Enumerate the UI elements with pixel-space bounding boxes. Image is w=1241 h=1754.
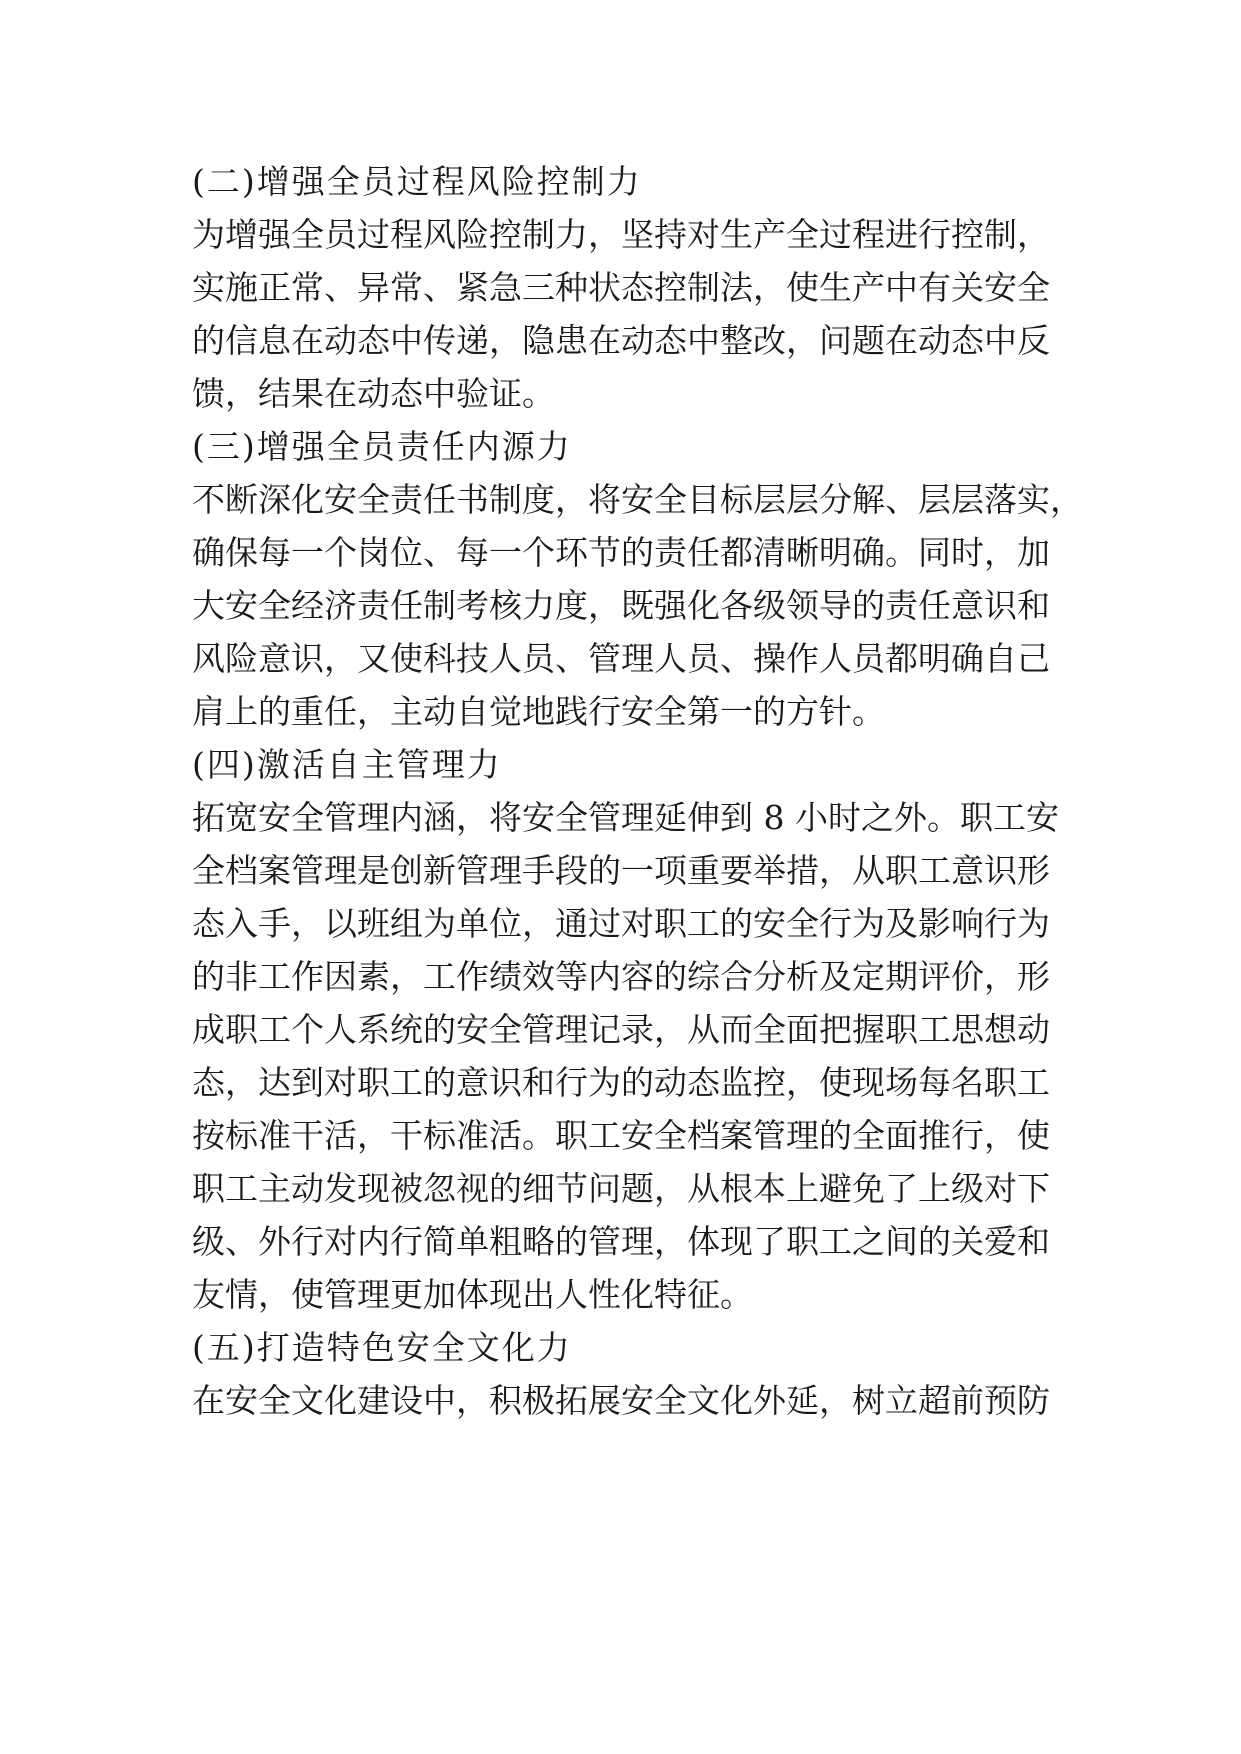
paragraph-line: 在安全文化建设中，积极拓展安全文化外延，树立超前预防 bbox=[192, 1381, 1050, 1420]
paragraph-line: 馈，结果在动态中验证。 bbox=[192, 374, 555, 413]
section-heading-2: (二)增强全员过程风险控制力 bbox=[192, 162, 642, 201]
paragraph-line: 态，达到对职工的意识和行为的动态监控，使现场每名职工 bbox=[192, 1063, 1050, 1102]
paragraph-line: 职工主动发现被忽视的细节问题，从根本上避免了上级对下 bbox=[192, 1169, 1050, 1208]
paragraph-line: 级、外行对内行简单粗略的管理，体现了职工之间的关爱和 bbox=[192, 1222, 1050, 1261]
paragraph-line: 友情，使管理更加体现出人性化特征。 bbox=[192, 1275, 753, 1314]
paragraph-line: 风险意识，又使科技人员、管理人员、操作人员都明确自己 bbox=[192, 639, 1050, 678]
paragraph-line: 为增强全员过程风险控制力，坚持对生产全过程进行控制， bbox=[192, 215, 1050, 254]
paragraph-line: 大安全经济责任制考核力度，既强化各级领导的责任意识和 bbox=[192, 586, 1050, 625]
section-heading-5: (五)打造特色安全文化力 bbox=[192, 1328, 572, 1367]
section-heading-4: (四)激活自主管理力 bbox=[192, 745, 502, 784]
paragraph-line: 拓宽安全管理内涵，将安全管理延伸到 8 小时之外。职工安 bbox=[192, 798, 1059, 837]
paragraph-line: 态入手，以班组为单位，通过对职工的安全行为及影响行为 bbox=[192, 904, 1050, 943]
paragraph-line: 的非工作因素，工作绩效等内容的综合分析及定期评价，形 bbox=[192, 957, 1050, 996]
paragraph-line: 按标准干活，干标准活。职工安全档案管理的全面推行，使 bbox=[192, 1116, 1050, 1155]
paragraph-line: 实施正常、异常、紧急三种状态控制法，使生产中有关安全 bbox=[192, 268, 1050, 307]
paragraph-line: 确保每一个岗位、每一个环节的责任都清晰明确。同时，加 bbox=[192, 533, 1050, 572]
paragraph-line: 全档案管理是创新管理手段的一项重要举措，从职工意识形 bbox=[192, 851, 1050, 890]
paragraph-line: 的信息在动态中传递，隐患在动态中整改，问题在动态中反 bbox=[192, 321, 1050, 360]
section-heading-3: (三)增强全员责任内源力 bbox=[192, 427, 572, 466]
paragraph-line: 不断深化安全责任书制度，将安全目标层层分解、层层落实， bbox=[192, 480, 1083, 519]
paragraph-line: 成职工个人系统的安全管理记录，从而全面把握职工思想动 bbox=[192, 1010, 1050, 1049]
paragraph-line: 肩上的重任，主动自觉地践行安全第一的方针。 bbox=[192, 692, 885, 731]
